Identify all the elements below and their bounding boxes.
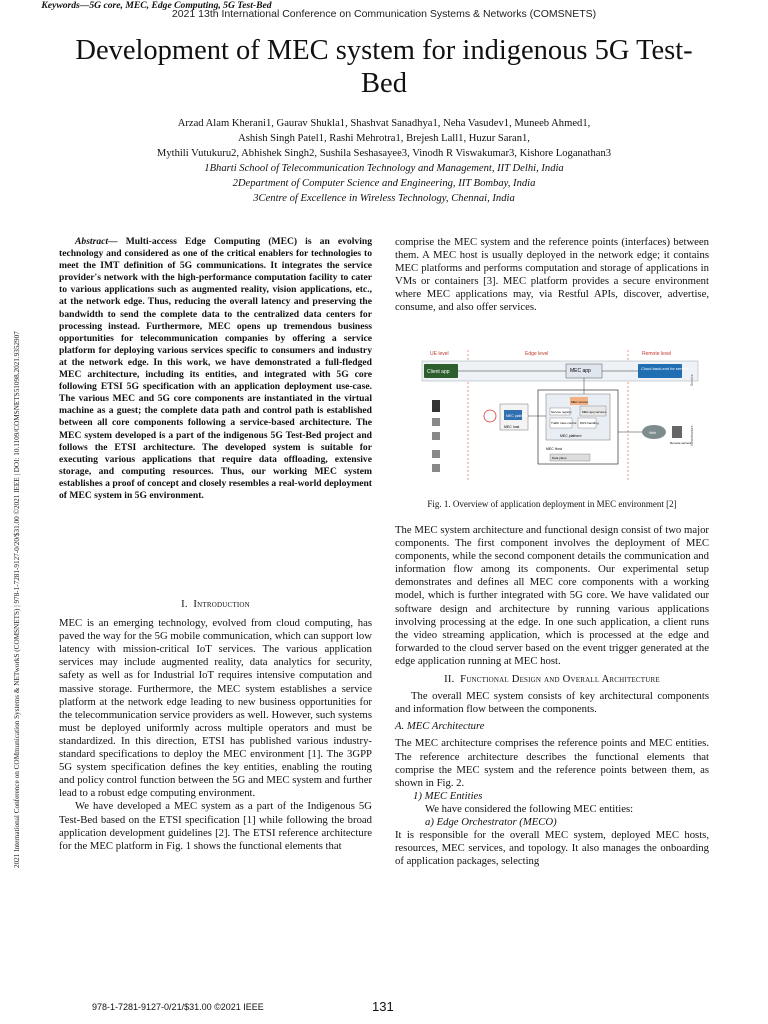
intro-paragraph-2: We have developed a MEC system as a part of the Indigenous 5G Test-Bed based on the ETSI specification [1] while following the broad application development guidelines [2]. The ETSI reference architecture for the MEC platform in Fig. 1 shows the functional elements that	[59, 800, 372, 852]
client-app-label: Client app	[427, 369, 450, 375]
sub-a-heading: a) Edge Orchestrator (MECO)	[425, 815, 557, 828]
mec-service-box: MEC service	[571, 400, 589, 404]
section-heading-intro	[59, 598, 372, 611]
affiliation-3: 3Centre of Excellence in Wireless Technology, Chennai, India	[253, 193, 515, 204]
internet-label: Web	[649, 431, 657, 435]
section-title: Introduction	[193, 599, 250, 610]
abstract-lead: Abstract—	[75, 236, 118, 247]
affiliation-1: 1Bharti School of Telecommunication Technology and Management, IIT Delhi, India	[204, 163, 564, 174]
authors-line-2: Ashish Singh Patel1, Rashi Mehrotra1, Brejesh Lall1, Huzur Saran1,	[238, 133, 530, 144]
infrastructure-label: Infrastructure	[690, 425, 694, 446]
page-number: 131	[372, 999, 394, 1014]
right-paragraph-6: It is responsible for the overall MEC system, deployed MEC hosts, resources, MEC services, and topology. It also manages the onboarding of application packages, selecting	[395, 829, 709, 868]
keywords: Keywords—5G core, MEC, Edge Computing, 5G Test-Bed	[41, 0, 272, 11]
right-paragraph-3: The overall MEC system consists of key architectural components and information flow between the components.	[395, 690, 709, 716]
right-paragraph-5: We have considered the following MEC entities:	[425, 802, 634, 815]
section-heading-2	[395, 673, 709, 686]
mec-platform-label: MEC platform	[560, 434, 582, 438]
author-block	[80, 116, 688, 206]
footer-isbn: 978-1-7281-9127-0/21/$31.00 ©2021 IEEE	[92, 1002, 264, 1012]
ue-level-label: UE level	[430, 351, 449, 357]
mec-host-small: MEC host	[504, 425, 520, 429]
mec-host-label: MEC Host	[546, 447, 562, 451]
abstract-body: Multi-access Edge Computing (MEC) is an evolving technology and considered as one of the critical enablers for technologies to meet the IMT definition of 5G communications. It integrates the service provider's network with the high-performance computation facility to cater to various applications such as augmented reality, vision applications, etc., at the network edge. Thus, reducing the overall latency and preserving the bandwidth to send the complete data to the centralized data centers for processing instead. Furthermore, MEC opens up tremendous business opportunities for telecommunication companies by offering a service platform for deploying various services specific to consumers and industry at the network edge. In this work, we have demonstrated a full-fledged MEC architecture, including its entities, and integrated with 5G core following ETSI 5G specification with an application deployment use-case. The various MEC and 5G core components are instantiated in the virtual machine as a guest; the complete data path and control path is established between all core components following a service-based architecture. The MEC system developed is a part of the indigenous 5G Test-Bed project and follows the ETSI architecture. The developed system is suitable for executing various applications that require data offloading, extensive storage, and computing resources. Thus, our working MEC system establishes a proof of concept and closely resembles a real-world deployment of MEC system in 5G environment.	[59, 236, 372, 501]
paper-title: Development of MEC system for indigenous 5G Test-Bed	[75, 35, 693, 99]
mec-platform-small: MEC platform	[506, 414, 528, 418]
dns-box: DNS handling	[580, 421, 599, 425]
right-paragraph-2: The MEC system architecture and functional design consist of two major components. The first component involves the deployment of MEC components, while the second component details the communication and information flow among its components. Our experimental setup demonstrates and defines all MEC core components with a working model, which is further integrated with 5G core. We have validated our software design and architecture by running various applications involving processing at the edge. In one such application, a client runs the video streaming application, which is processed at the edge and forwarded to the cloud server based on the event trigger generated at the edge application running at MEC host.	[395, 524, 709, 667]
affiliation-2: 2Department of Computer Science and Engineering, IIT Bombay, India	[232, 178, 536, 189]
section-number: I.	[181, 599, 188, 610]
figure-1-caption: Fig. 1. Overview of application deployment in MEC environment [2]	[427, 499, 677, 509]
right-intro-paragraph: comprise the MEC system and the reference points (interfaces) between them. A MEC host is usually deployed in the network edge; it contains MEC platforms and performs computation and storage of applications in VMs or containers [3]. MEC platform provides a secure environment where MEC applications may, via Restful APIs, discover, advertise, consume, and also offer services.	[395, 236, 709, 314]
service-registry-box: Service registry	[551, 410, 572, 414]
introduction-section	[59, 598, 372, 853]
cloud-app-label: Cloud back-end for service	[641, 366, 689, 371]
abstract	[59, 236, 372, 502]
traffic-rules-box: Traffic rules control	[551, 421, 577, 425]
authors-line-1: Arzad Alam Kherani1, Gaurav Shukla1, Shashvat Sanadhya1, Neha Vasudev1, Muneeb Ahmed1,	[177, 118, 591, 129]
right-body	[395, 524, 709, 868]
intro-paragraph-1: MEC is an emerging technology, evolved from cloud computing, has paved the way for the 5G mobile communication, which can support low latency with mission-critical IoT services. The various application services may include augmented reality, data analytics for security, safety as well as for Industrial IoT requires intensive computation and massive storage. Furthermore, the MEC system establishes a service platform at the network edge leading to new business opportunities for the telecommunication service providers as well. However, such systems must be deployed uniformly across multiple operators and must be standardized. In this direction, ETSI has published various industry-standard specifications to deploy the MEC environment [1]. The 3GPP 5G system specification defines the key entities, enabling the routing and policy control function between the 5G and MEC system and further lead to a robust edge computing environment.	[59, 617, 372, 800]
subsection-a-heading: A. MEC Architecture	[395, 720, 485, 733]
section-2-title: Functional Design and Overall Architecture	[460, 674, 660, 686]
authors-line-3: Mythili Vutukuru2, Abhishek Singh2, Sushila Seshasayee3, Vinodh R Viswakumar3, Kishore Loganathan3	[156, 148, 612, 159]
figure-1-diagram	[420, 346, 702, 484]
doi-sidebar: 2021 International Conference on COMmunication Systems & NETworkS (COMSNETS) | 978-1-7281-9127-0/20/$31.00 ©2021 IEEE | DOI: 10.1109/COMSNETS51098.2021.9352907	[13, 331, 21, 868]
mec-app-services-box: MEC app services	[582, 410, 607, 414]
section-2-number: II.	[444, 674, 455, 686]
remote-level-label: Remote level	[642, 351, 672, 357]
remote-servers-label: Remote servers	[670, 441, 692, 445]
service-label: Service	[690, 374, 694, 386]
conference-header: 2021 13th International Conference on Communication Systems & Networks (COMSNETS)	[171, 8, 597, 20]
mec-app-label: MEC app	[570, 368, 591, 374]
data-plane-box: Data plane	[552, 456, 567, 460]
right-paragraph-4: The MEC architecture comprises the reference points and MEC entities. The reference architecture describes the functional elements that comprise the MEC system and the reference points between them, as shown in Fig. 2.	[395, 737, 709, 789]
sub-1-heading: 1) MEC Entities	[413, 789, 483, 802]
edge-level-label: Edge level	[525, 351, 549, 357]
